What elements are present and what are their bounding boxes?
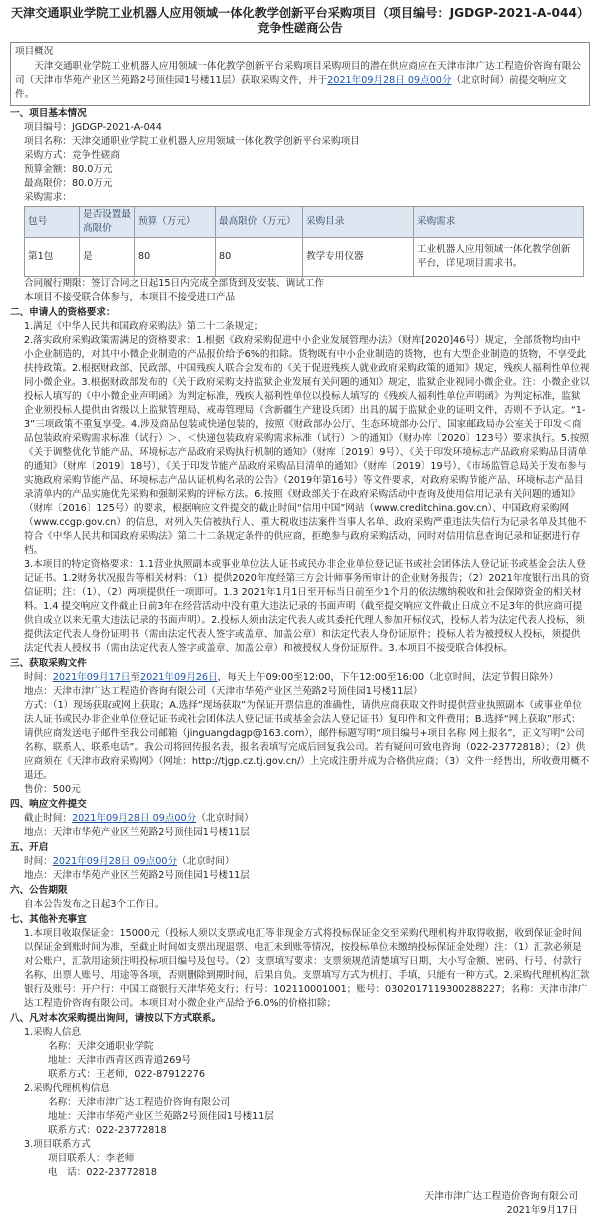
submit-deadline xyxy=(24,812,590,826)
submit-deadline-label: 截止时间： xyxy=(24,813,72,824)
contact-phone: 电 话：022-23772818 xyxy=(48,1167,157,1178)
section-5-body xyxy=(10,855,590,883)
overview-text-2: （北京时间）前提交响应文件。 xyxy=(15,75,567,100)
submit-deadline-value: 2021年09月28日 09点00分 xyxy=(71,813,197,824)
overview-deadline: 2021年09月28日 09点00分 xyxy=(327,75,452,86)
table-row xyxy=(25,238,584,277)
opening-time-value: 2021年09月28日 09点00分 xyxy=(52,856,178,867)
agent-name: 名称：天津市津广达工程造价咨询有限公司 xyxy=(48,1097,231,1108)
document-price: 售价：500元 xyxy=(24,784,81,795)
requirements-table xyxy=(24,206,584,277)
signature-block xyxy=(10,1190,590,1218)
agent-contact: 联系方式：022-23772818 xyxy=(48,1125,167,1136)
opening-time xyxy=(24,855,590,869)
acquire-method: 方式：（1）现场获取或网上获取；A.选择“现场获取”为保证开票信息的准确性，请供应商获取文件时提供营业执照副本（或事业单位法人证书或民办非企业单位登记证书或社会团体法人登记证书或基金会法人登记证书）复印件和文件费用；B.选择“网上获取”形式：请供应商发送电子邮件至我公司邮箱（jinguangdagp@163.com），邮件标题写明“项目编号+项目名称 网上报名”，正文写明“公司名称、联系人、联系电话”。我公司将回传报名表，报名表填写完成后回复我公司。若有疑问可致电咨询（022-23772818）；（2）供应商须在《天津市政府采购网》（网址：http://tjgp.cz.tj.gov.cn/）上完成注册并成为合格供应商；（3）文件一经售出，所收费用概不退还。 xyxy=(24,700,590,781)
section-6-body xyxy=(10,898,590,912)
contact-person: 项目联系人：李老师 xyxy=(48,1153,135,1164)
table-header: 采购目录 xyxy=(303,207,414,238)
acquire-time-label: 时间： xyxy=(24,672,53,683)
agent-title: 2.采购代理机构信息 xyxy=(24,1083,110,1094)
section-1-footer xyxy=(10,277,590,305)
section-4-body xyxy=(10,812,590,840)
acquire-place: 地点：天津市津广达工程造价咨询有限公司（天津市华苑产业区兰苑路2号顶佳园1号楼11层） xyxy=(24,686,423,697)
qualification-3: 3.本项目的特定资格要求：1.1营业执照副本或事业单位法人证书或民办非企业单位登记证书或社会团体法人登记证书或基金会法人登记证书。1.2财务状况报告等相关材料：（1）提供2020年度经第三方会计师事务所审计的企业财务报告；（2）2021年度银行出具的资信证明；注：（1）、（2）两项提供任一项即可。1.3 2021年1月1日至开标当日前至少1个月的依法缴纳税收和社会保障资金的相关材料。1.4 提交响应文件截止日前3年在经营活动中没有重大违法记录的书面声明（截至提交响应文件截止日成立不足3年的供应商可提供自成立以来无重大违法记录的书面声明）。2.投标人须由法定代表人或其委托代理人参加开标仪式，投标人若为法定代表人投标，须提供法定代表人身份证明书（需由法定代表人签字或盖章、加盖公章）和法定代表人身份证原件；投标人若为被授权人投标，须提供法定代表人授权书（需由法定代表人签字或盖章、加盖公章）和被授权人身份证原件。3.本项目不接受联合体投标。 xyxy=(24,559,590,654)
opening-bj: （北京时间） xyxy=(177,856,235,867)
section-8-heading: 八、凡对本次采购提出询问，请按以下方式联系。 xyxy=(10,1013,222,1024)
overview-text xyxy=(15,60,585,102)
title-line-1: 天津交通职业学院工业机器人应用领域一体化教学创新平台采购项目（项目编号：JGDGP-2021-A-044） xyxy=(10,6,590,20)
buyer-title: 1.采购人信息 xyxy=(24,1027,82,1038)
section-1-heading: 一、项目基本情况 xyxy=(10,108,87,119)
overview-heading: 项目概况 xyxy=(15,46,54,57)
notice-period: 自本公告发布之日起3个工作日。 xyxy=(24,899,165,910)
table-cell: 是 xyxy=(80,238,135,277)
buyer-name: 名称：天津交通职业学院 xyxy=(48,1041,154,1052)
overview-text-1: 天津交通职业学院工业机器人应用领域一体化教学创新平台采购项目采购项目的潜在供应商应在天津市津广达工程造价咨询有限公司（天津市华苑产业区兰苑路2号顶佳园1号楼11层）获取采购文件，并于 xyxy=(15,61,582,86)
acquire-time-rest: ，每天上午09:00至12:00，下午12:00至16:00（北京时间，法定节假日除外） xyxy=(217,672,559,683)
table-header: 采购需求 xyxy=(414,207,584,238)
submit-bj: （北京时间） xyxy=(196,813,254,824)
table-cell: 工业机器人应用领域一体化教学创新平台，详见项目需求书。 xyxy=(414,238,584,277)
opening-time-label: 时间： xyxy=(24,856,53,867)
needs-label: 采购需求： xyxy=(24,192,72,203)
title-line-2: 竞争性磋商公告 xyxy=(257,21,343,35)
acquire-date-from: 2021年09月17日 xyxy=(52,672,131,683)
max-price: 最高限价：80.0万元 xyxy=(24,178,113,189)
opening-place: 地点：天津市华苑产业区兰苑路2号顶佳园1号楼11层 xyxy=(24,870,250,881)
agent-address: 地址：天津市华苑产业区兰苑路2号顶佳园1号楼11层 xyxy=(48,1111,274,1122)
buyer-address: 地址：天津市西青区西青道269号 xyxy=(48,1055,192,1066)
budget-amount: 预算金额：80.0万元 xyxy=(24,164,113,175)
section-3-heading: 三、获取采购文件 xyxy=(10,658,87,669)
table-header: 最高限价（万元） xyxy=(216,207,303,238)
section-4-heading: 四、响应文件提交 xyxy=(10,799,87,810)
procurement-method: 采购方式：竞争性磋商 xyxy=(24,150,120,161)
section-8-body xyxy=(10,1026,590,1180)
table-header: 是否设置最高限价 xyxy=(80,207,135,238)
section-2-heading: 二、申请人的资格要求： xyxy=(10,307,116,318)
consortium-note: 本项目不接受联合体参与，本项目不接受进口产品 xyxy=(24,292,236,303)
section-7-body xyxy=(10,927,590,1011)
contact-title: 3.项目联系方式 xyxy=(24,1139,91,1150)
section-2-body xyxy=(10,320,590,656)
qualification-2: 2.落实政府采购政策需满足的资格要求：1.根据《政府采购促进中小企业发展管理办法》（财库[2020]46号）规定，全部货物均由中小企业制造的，对其中小微企业制造的产品报价给予6%的扣除。货物既有中小企业制造的货物，也有大型企业制造的货物，不享受此扶持政策。2.根据财政部、民政部、中国残疾人联合会发布的《关于促进残疾人就业政府采购政策的通知》规定，残疾人福利性单位视同小微企业。3.根据财政部发布的《关于政府采购支持监狱企业发展有关问题的通知》规定，监狱企业视同小微企业。注：小微企业以投标人填写的《中小微企业声明函》为判定标准，残疾人福利性单位以投标人填写的《残疾人福利性单位声明函》为判定标准，监狱企业须投标人提供由省级以上监狱管理局、戒毒管理局（含新疆生产建设兵团）出具的属于监狱企业的证明文件，否则不予认定。“1-3”三项政策不重复享受。4.涉及商品包装或快递包装的，按照《财政部办公厅、生态环境部办公厅、国家邮政局办公室关于印发＜商品包装政府采购需求标准（试行）＞、＜快递包装政府采购需求标准（试行）＞的通知》（财办库〔2020〕123号）要求执行。5.按照《关于调整优化节能产品、环境标志产品政府采购执行机制的通知》（财库〔2019〕9号）、《关于印发环境标志产品政府采购品目清单的通知》（财库〔2019〕18号）、《关于印发节能产品政府采购品目清单的通知》（财库〔2019〕19号）、《市场监管总局关于发布参与实施政府采购节能产品、环境标志产品认证机构名录的公告》（2019年第16号）等文件要求，对政府采购节能产品、环境标志产品目录清单内的产品实施优先采购和强制采购的评标方法。6.按照《财政部关于在政府采购活动中查询及使用信用记录有关问题的通知》（财库〔2016〕125号）的要求，根据响应文件提交的截止时间“信用中国”网站（www.creditchina.gov.cn）、中国政府采购网（www.ccgp.gov.cn）的信息，对列入失信被执行人、重大税收违法案件当事人名单、政府采购严重违法失信行为记录名单及其他不符合《中华人民共和国政府采购法》第二十二条规定条件的供应商，拒绝参与政府采购活动，同时对信用信息查询记录和证据进行存档。 xyxy=(24,335,590,556)
qualification-1: 1.满足《中华人民共和国政府采购法》第二十二条规定； xyxy=(24,321,264,332)
section-6-heading: 六、公告期限 xyxy=(10,885,68,896)
acquire-to: 至 xyxy=(130,672,140,683)
table-cell: 80 xyxy=(135,238,216,277)
table-header: 包号 xyxy=(25,207,80,238)
table-cell: 80 xyxy=(216,238,303,277)
submit-place: 地点：天津市华苑产业区兰苑路2号顶佳园1号楼11层 xyxy=(24,827,250,838)
section-5-heading: 五、开启 xyxy=(10,842,49,853)
table-header: 预算（万元） xyxy=(135,207,216,238)
section-7-heading: 七、其他补充事宜 xyxy=(10,914,87,925)
contract-period: 合同履行期限：签订合同之日起15日内完成全部货到及安装、调试工作 xyxy=(24,278,325,289)
signature-date: 2021年9月17日 xyxy=(506,1205,578,1216)
table-cell: 第1包 xyxy=(25,238,80,277)
table-cell: 教学专用仪器 xyxy=(303,238,414,277)
section-1-body xyxy=(10,121,590,205)
page-title xyxy=(10,6,590,36)
buyer-contact: 联系方式：王老师，022-87912276 xyxy=(48,1069,205,1080)
acquire-time xyxy=(24,671,590,685)
project-number: 项目编号：JGDGP-2021-A-044 xyxy=(24,122,162,133)
overview-box xyxy=(10,42,590,106)
project-name: 项目名称：天津交通职业学院工业机器人应用领域一体化教学创新平台采购项目 xyxy=(24,136,360,147)
table-header-row xyxy=(25,207,584,238)
section-3-body xyxy=(10,671,590,797)
supplementary-info: 1.本项目收取保证金：15000元（投标人须以支票或电汇等非现金方式将投标保证金交至采购代理机构并取得收据，收到保证金时间以保证金到账时间为准，至截止时间如支票出现退票、电汇未到账等情况，按投标单位未缴纳投标保证金处理）注：（1）汇款必须是对公账户，汇款用途须注明投标项目编号及包号。（2）支票填写要求：支票须规范清楚填写日期、大小写金额、密码、行号、付款行名称、出票人账号、用途等各项，否则删除到期时间，后果自负。支票填写方式为机打、手填，只能有一种方式。2.采购代理机构汇款银行及账号：开户行：中国工商银行天津华苑支行；行号：102110001001；账号：0302017119300288227；名称：天津市津广达工程造价咨询有限公司。本项目对小微企业产品给予6.0%的价格扣除； xyxy=(24,928,590,1009)
acquire-date-to: 2021年09月26日 xyxy=(140,672,218,683)
signature-org: 天津市津广达工程造价咨询有限公司 xyxy=(424,1191,578,1202)
